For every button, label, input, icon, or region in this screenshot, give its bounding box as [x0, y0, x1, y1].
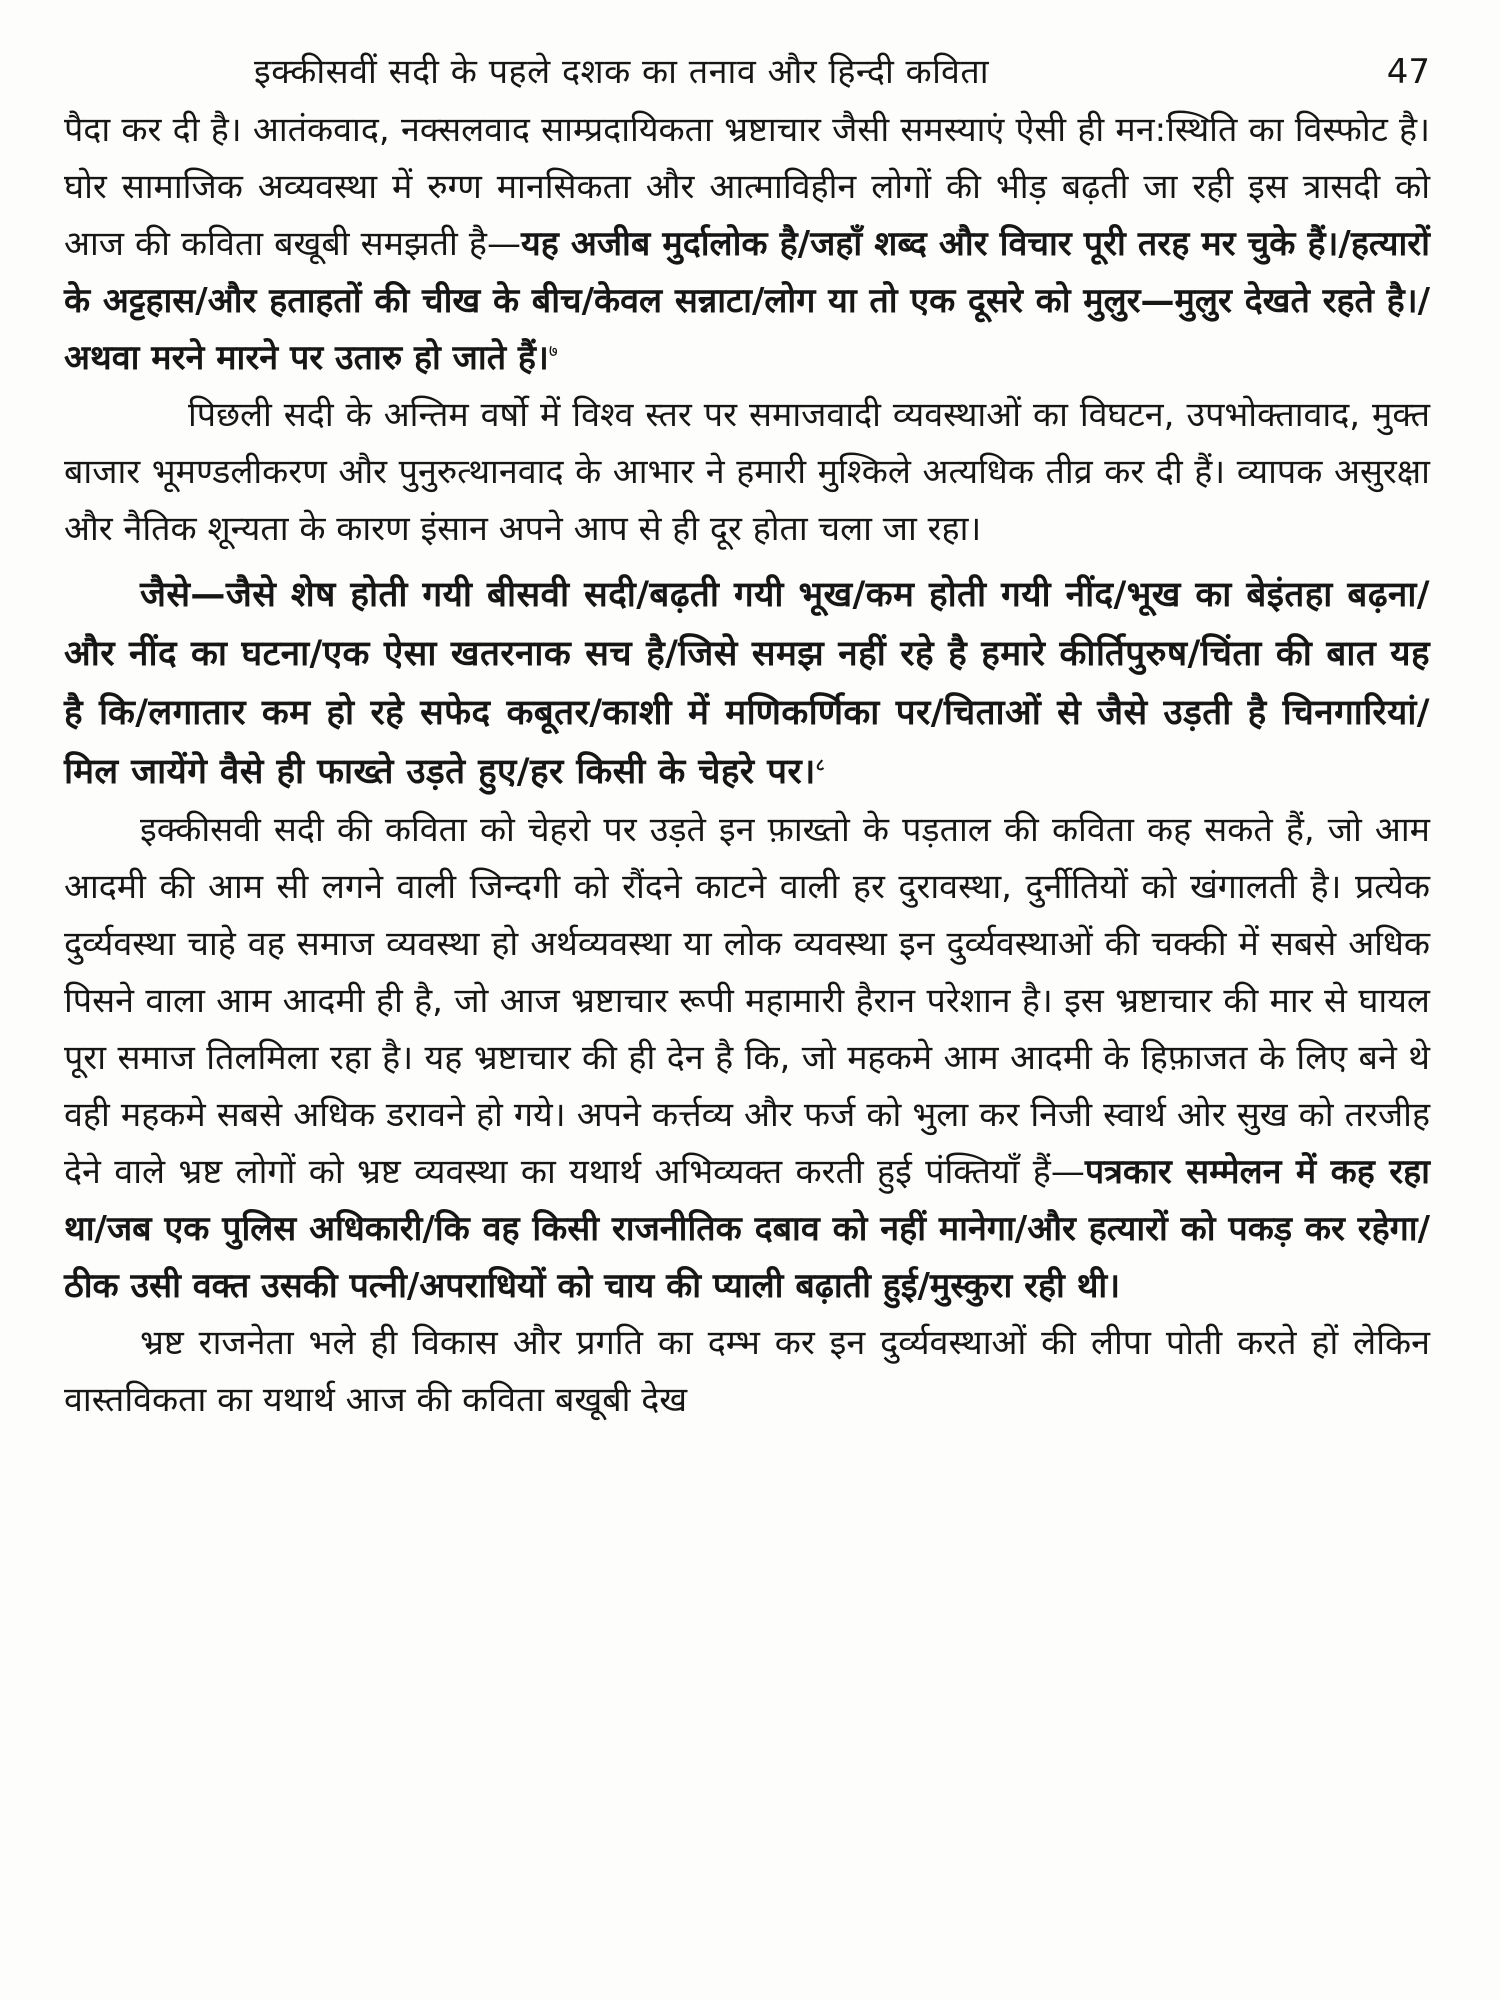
- running-title: इक्कीसवीं सदी के पहले दशक का तनाव और हिन्दी कविता: [254, 52, 990, 92]
- footnote-ref-7: ७: [548, 341, 558, 362]
- paragraph-2: [64, 387, 1430, 558]
- page-number: 47: [1386, 52, 1430, 92]
- paragraph-3: [64, 802, 1430, 1315]
- quoted-poem-2: [64, 566, 1430, 802]
- footnote-ref-8: ८: [815, 755, 826, 776]
- paragraph-1-text: पैदा कर दी है। आतंकवाद, नक्सलवाद साम्प्रदायिकता भ्रष्टाचार जैसी समस्याएं ऐसी ही मन:स्थिति का विस्फोट है। घोर सामाजिक अव्यवस्था में रुग्ण मानसिकता और आत्माविहीन लोगों की भीड़ बढ़ती जा रही इस त्रासदी को आज की कविता बखूबी समझती है—: [64, 110, 1430, 264]
- paragraph-2-text: पिछली सदी के अन्तिम वर्षो में विश्व स्तर पर समाजवादी व्यवस्थाओं का विघटन, उपभोक्तावाद, मुक्त बाजार भूमण्डलीकरण और पुनुरुत्थानवाद के आभार ने हमारी मुश्किले अत्यधिक तीव्र कर दी हैं। व्यापक असुरक्षा और नैतिक शून्यता के कारण इंसान अपने आप से ही दूर होता चला जा रहा।: [64, 395, 1430, 549]
- running-header: [64, 42, 1430, 102]
- paragraph-3-text: इक्कीसवी सदी की कविता को चेहरो पर उड़ते इन फ़ाख्तो के पड़ताल की कविता कह सकते हैं, जो आम आदमी की आम सी लगने वाली जिन्दगी को रौंदने काटने वाली हर दुरावस्था, दुर्नीतियों को खंगालती है। प्रत्येक दुर्व्यवस्था चाहे वह समाज व्यवस्था हो अर्थव्यवस्था या लोक व्यवस्था इन दुर्व्यवस्थाओं की चक्की में सबसे अधिक पिसने वाला आम आदमी ही है, जो आज भ्रष्टाचार रूपी महामारी हैरान परेशान है। इस भ्रष्टाचार की मार से घायल पूरा समाज तिलमिला रहा है। यह भ्रष्टाचार की ही देन है कि, जो महकमे आम आदमी के हिफ़ाजत के लिए बने थे वही महकमे सबसे अधिक डरावने हो गये। अपने कर्त्तव्य और फर्ज को भुला कर निजी स्वार्थ ओर सुख को तरजीह देने वाले भ्रष्ट लोगों को भ्रष्ट व्यवस्था का यथार्थ अभिव्यक्त करती हुई पंक्तियाँ हैं—: [64, 810, 1430, 1192]
- paragraph-4-text: भ्रष्ट राजनेता भले ही विकास और प्रगति का दम्भ कर इन दुर्व्यवस्थाओं की लीपा पोती करते हों लेकिन वास्तविकता का यथार्थ आज की कविता बखूबी देख: [64, 1323, 1430, 1420]
- paragraph-4: [64, 1315, 1430, 1429]
- quoted-poem-2-text: जैसे—जैसे शेष होती गयी बीसवी सदी/बढ़ती गयी भूख/कम होती गयी नींद/भूख का बेइंतहा बढ़ना/और नींद का घटना/एक ऐसा खतरनाक सच है/जिसे समझ नहीं रहे है हमारे कीर्तिपुरुष/चिंता की बात यह है कि/लगातार कम हो रहे सफेद कबूतर/काशी में मणिकर्णिका पर/चिताओं से जैसे उड़ती है चिनगारियां/मिल जायेंगे वैसे ही फाख्ते उड़ते हुए/हर किसी के चेहरे पर।: [64, 575, 1430, 792]
- quoted-poem-3: पत्रकार सम्मेलन में कह रहा था/जब एक पुलिस अधिकारी/कि वह किसी राजनीतिक दबाव को नहीं मानेगा/और हत्यारों को पकड़ कर रहेगा/ठीक उसी वक्त उसकी पत्नी/अपराधियों को चाय की प्याली बढ़ाती हुई/मुस्कुरा रही थी।: [64, 1152, 1430, 1306]
- paragraph-1: [64, 102, 1430, 387]
- quoted-poem-1: यह अजीब मुर्दालोक है/जहाँ शब्द और विचार पूरी तरह मर चुके हैं।/हत्यारों के अट्टहास/और हताहतों की चीख के बीच/केवल सन्नाटा/लोग या तो एक दूसरे को मुलुर—मुलुर देखते रहते है।/अथवा मरने मारने पर उतारु हो जाते हैं।: [64, 224, 1430, 378]
